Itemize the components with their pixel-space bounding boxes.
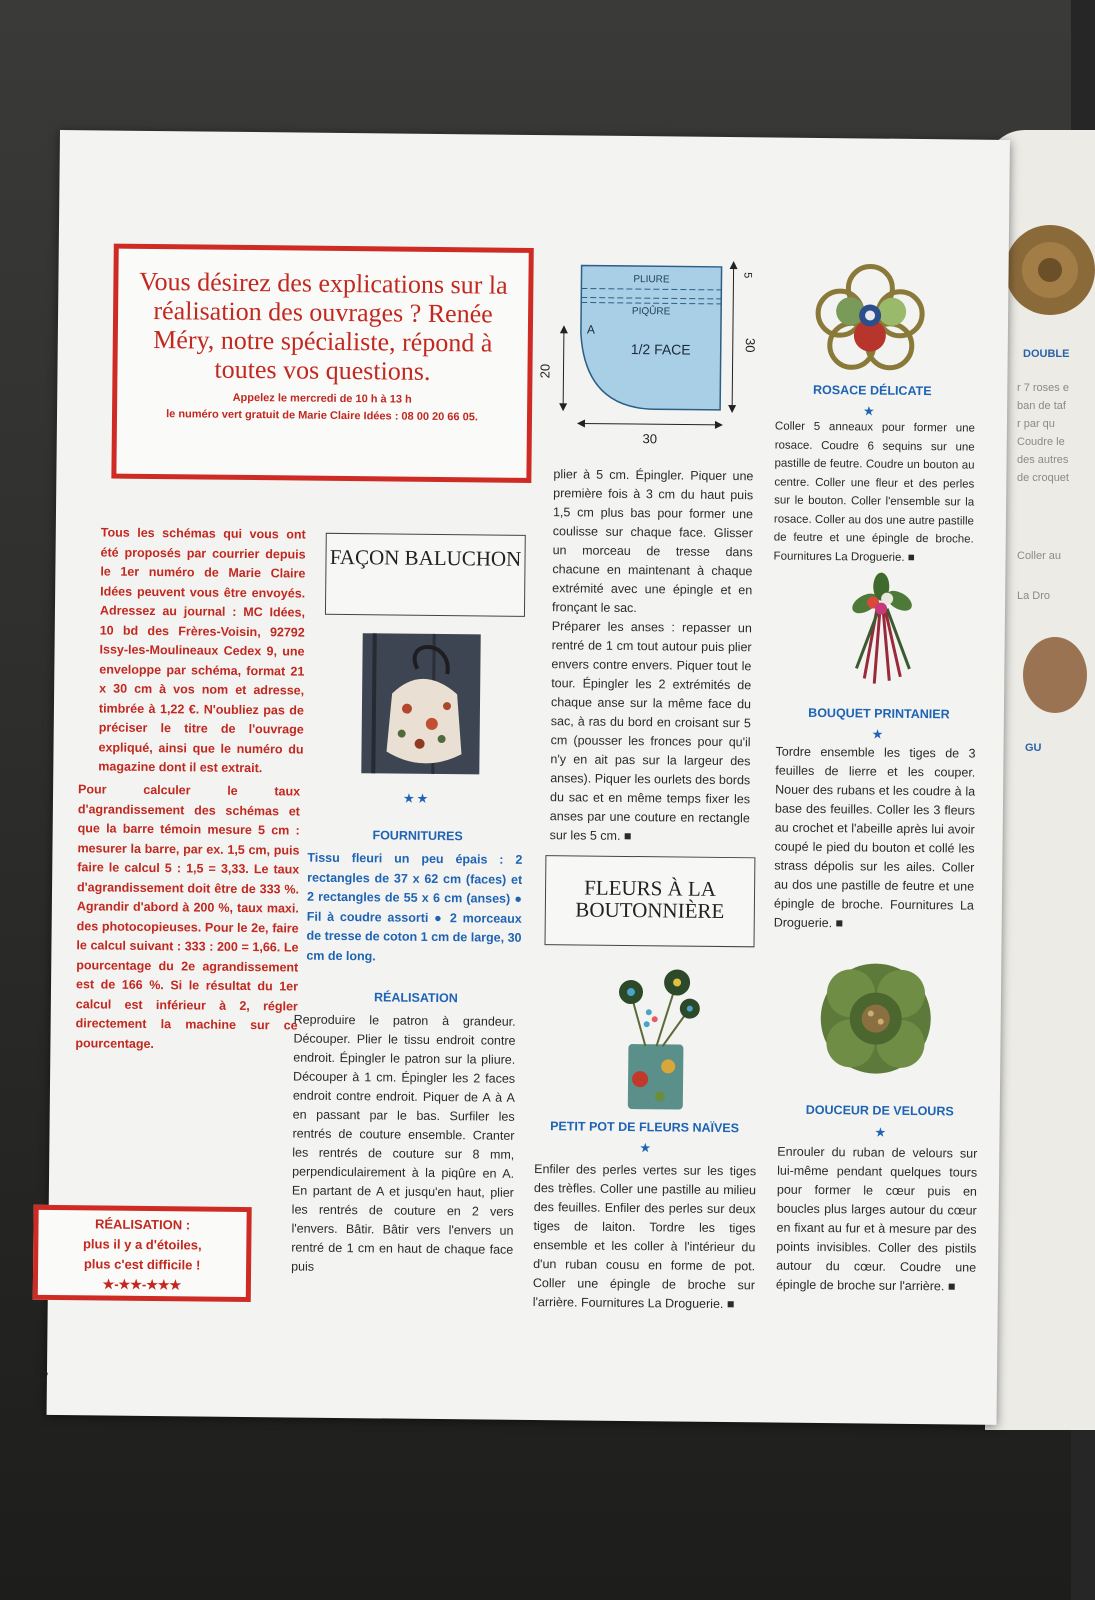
pot-stars: ★ — [639, 1140, 654, 1156]
pattern-face-label: 1/2 FACE — [630, 340, 691, 358]
next-page-fragment: des autres — [1017, 454, 1069, 466]
making-text: Reproduire le patron à grandeur. Découper. Plier le tissu endroit contre endroit. Épingler le patron sur la pliure. Découper à 1 cm. Épingler les 2 faces endroit contre endroit. Piquer de A à A en passant par le bas. Surfiler les rentrés de couture ensemble. Cranter les rentrés de couture sur 8 mm, perpendiculairement à la piqûre en A. En partant de A et jusqu'en haut, plier les rentrés de couture en 2 vers l'envers. Bâtir. Bâtir vers l'envers un rentré de 1 cm en haut de chaque face puis — [291, 1012, 516, 1274]
difficulty-legend-box — [33, 1205, 252, 1302]
next-page-fragment: de croquet — [1017, 472, 1069, 484]
making-continued-text: plier à 5 cm. Épingler. Piquer une première fois à 3 cm du haut puis 1,5 cm plus bas pour former une coulisse sur chaque face. Glisser un morceau de tresse dans chacune en maintenant à chaque extrémité avec une épingle et en fronçant le sac. Préparer les anses : repasser un rentré de 1 cm tout autour puis plier envers contre envers. Piquer tout le tour. Épingler les 2 extrémités de chaque anse sur la même face du sac, à ras du bord en croisant sur 5 cm (pousser les fronces pour qu'il n'y en ait pas sur la largeur des anses). Piquer les ourlets des bords du sac et en même temps fixer les anses par une couture en rectangle sur les 5 cm. ■ — [549, 467, 754, 844]
schemas-note: Tous les schémas qui vous ont été proposés par courrier depuis le 1er numéro de Marie Claire Idées peuvent vous être envoyés. Adressez au journal : MC Idées, 10 bd des Frères-Voisin, 92792 Issy-les-Moulineaux Cedex 9, une enveloppe par schéma, format 21 x 30 cm à vos nom et adresse, timbrée à 1,22 €. N'oubliez pas de préciser le titre de l'ouvrage expliqué, ainsi que le numéro du magazine dont il est extrait. — [98, 525, 306, 776]
baluchon-stars: ★★ — [402, 790, 431, 806]
magazine-page — [26, 130, 1010, 1425]
pattern-point-a: A — [586, 322, 596, 337]
next-page-fragment: r 7 roses e — [1017, 382, 1069, 394]
velours-stars: ★ — [874, 1124, 889, 1140]
pot-text: Enfiler des perles vertes sur les tiges des trèfles. Coller une pastille au milieu des feuilles. Enfiler des perles sur deux tiges de laiton. Tordre les tiges ensemble et les coller à l'intérieur du d'un ruban cousu en forme de pot. Coller une épingle de broche sur l'arrière. Fournitures La Droguerie. ■ — [532, 1162, 757, 1312]
flower-pot-photo — [590, 964, 712, 1115]
velvet-flower-photo — [810, 953, 941, 1084]
baluchon-bag-photo — [361, 633, 480, 774]
pot-heading: PETIT POT DE FLEURS NAÏVES — [550, 1119, 740, 1136]
rosace-brooch-photo — [809, 263, 930, 374]
baluchon-title: FAÇON BALUCHON — [325, 533, 526, 617]
half-face-pattern-diagram — [535, 253, 758, 450]
pattern-dim-bottom: 30 — [642, 431, 658, 447]
next-page-photo — [1005, 630, 1075, 720]
velours-heading: DOUCEUR DE VELOURS — [805, 1102, 954, 1119]
rosace-stars: ★ — [863, 403, 877, 419]
rosace-text: Coller 5 anneaux pour former une rosace. Coudre 6 sequins sur une pastille de feutre. Coudre un bouton au centre. Coller une fleur et des perles sur le bouton. Coller l'ensemble sur la rosace. Coller au dos une autre pastille de feutre et une épingle de broche. Fournitures La Droguerie. ■ — [773, 420, 975, 564]
pattern-dim-right: 30 — [742, 337, 758, 353]
fleurs-title: FLEURS À LA BOUTONNIÈRE — [544, 855, 755, 947]
difficulty-line: plus il y a d'étoiles, — [82, 1236, 202, 1253]
next-page-fragment: ban de taf — [1017, 400, 1066, 412]
next-page-fragment: Coller au — [1017, 550, 1062, 562]
bouquet-stars: ★ — [871, 726, 886, 742]
expert-promo-box — [111, 244, 533, 483]
pattern-dim-left: 20 — [537, 363, 553, 379]
rosace-heading: ROSACE DÉLICATE — [812, 382, 932, 399]
promo-call-line: le numéro vert gratuit de Marie Claire Idées : 08 00 20 66 05. — [166, 408, 478, 424]
promo-headline: Vous désirez des explications sur la réalisation des ouvrages ? Renée Méry, notre spécialiste, répond à toutes vos questions. — [139, 266, 508, 386]
bouquet-text: Tordre ensemble les tiges de 3 feuilles de lierre et les couper. Nouer des rubans et les coudre à la base des feuilles. Coller les 3 fleurs au crochet et l'abeille après lui avoir coupé le pied du bouton et collé les strass dépolis sur les ailes. Coller au dos une pastille de feutre et une épingle de broche. Fournitures La Droguerie. ■ — [773, 744, 976, 931]
next-page-fragment: La Dro — [1017, 590, 1051, 602]
promo-call-line: Appelez le mercredi de 10 h à 13 h — [232, 391, 412, 406]
difficulty-line: plus c'est difficile ! — [83, 1256, 201, 1273]
difficulty-title: RÉALISATION : — [94, 1216, 191, 1233]
bouquet-heading: BOUQUET PRINTANIER — [808, 705, 950, 722]
next-page-heading: GU — [1025, 742, 1042, 754]
making-heading: RÉALISATION — [373, 990, 458, 1006]
bouquet-brooch-photo — [834, 568, 925, 689]
enlargement-note: Pour calculer le taux d'agrandissement des schémas et que la barre témoin mesure 5 cm : mesurer la barre, par ex. 1,5 cm, puis faire le calcul 5 : 1,5 = 3,33. Le taux d'agrandissement doit être de 333 %. Agrandir d'abord à 200 %, taux maxi. des photocopieuses. Pour le 2e, faire le calcul suivant : 333 : 200 = 1,66. Le pourcentage du 2e agrandissement est de 166 %. Si le résultat du 1er calcul est inférieur à 2, régler directement la machine sur ce pourcentage. — [75, 782, 301, 1051]
pattern-fold-label: PLIURE — [633, 274, 670, 286]
pattern-stitch-label: PIQÛRE — [631, 305, 671, 318]
velours-text: Enrouler du ruban de velours sur lui-même pendant quelques tours pour former le cœur puis en boucles plus larges autour du cœur en fixant au fur et à mesure par des points invisibles. Coller des pistils autour du cœur. Coudre une épingle de broche sur l'arrière. ■ — [775, 1144, 978, 1294]
next-page-heading: DOUBLE — [1023, 348, 1070, 360]
next-page-fragment: r par qu — [1017, 418, 1055, 430]
difficulty-stars: ★-★★-★★★ — [102, 1276, 182, 1293]
supplies-text: Tissu fleuri un peu épais : 2 rectangles de 37 x 62 cm (faces) et 2 rectangles de 55 x 6 cm (anses) ● Fil à coudre assorti ● 2 morceaux de tresse de coton 1 cm de large, 30 cm de long. — [306, 850, 523, 963]
supplies-heading: FOURNITURES — [372, 828, 463, 844]
page-number: 142 — [26, 1369, 49, 1385]
pattern-dim-top: 5 — [741, 272, 754, 279]
next-page-fragment: Coudre le — [1017, 436, 1065, 448]
